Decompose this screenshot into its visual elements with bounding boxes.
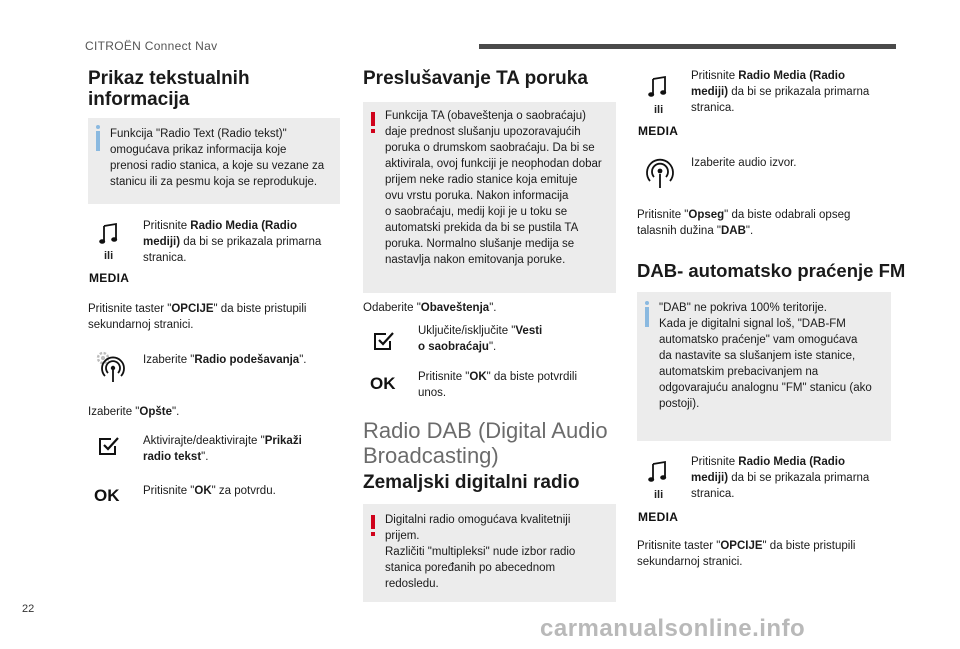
watermark: carmanualsonline.info xyxy=(540,615,806,642)
page-number: 22 xyxy=(22,603,35,615)
info-note-text: Funkcija "Radio Text (Radio tekst)" omogućava prikaz informacija koje prenosi radio stanica, a koje su vezane za stanicu ili za pesmu koja se reprodukuje. xyxy=(110,128,325,188)
music-note-icon xyxy=(648,75,668,99)
ili-label: ili xyxy=(654,489,664,501)
section-title-dab-fm: DAB- automatsko praćenje FM xyxy=(637,260,906,281)
instruction-press-radio-media: Pritisnite Radio Media (Radio mediji) da bi se prikazala primarna stranica. xyxy=(691,70,870,114)
instruction-toggle-radio-text: Aktivirajte/deaktivirajte "Prikaži radio tekst". xyxy=(143,435,302,463)
warning-note-digital-radio xyxy=(363,504,616,602)
instruction-select-source: Izaberite audio izvor. xyxy=(691,157,797,169)
warning-note-ta xyxy=(363,102,616,293)
ok-icon: OK xyxy=(370,374,396,393)
media-button-label: MEDIA xyxy=(638,124,679,138)
warning-icon xyxy=(371,515,375,529)
header-brand: CITROËN Connect Nav xyxy=(85,39,218,53)
section-title-text-info: Prikaz tekstualnih informacija xyxy=(88,68,250,110)
section-title-terrestrial: Zemaljski digitalni radio xyxy=(363,472,580,493)
section-title-ta: Preslušavanje TA poruka xyxy=(363,68,588,89)
music-note-icon xyxy=(648,460,668,484)
instruction-band-dab: Pritisnite "Opseg" da biste odabrali opseg talasnih dužina "DAB". xyxy=(637,209,851,237)
instruction-toggle-traffic-news: Uključite/isključite "Vesti o saobraćaju". xyxy=(418,325,543,353)
instruction-radio-settings: Izaberite "Radio podešavanja". xyxy=(143,354,307,366)
instruction-confirm: Pritisnite "OK" za potvrdu. xyxy=(143,485,276,497)
instruction-press-radio-media-2: Pritisnite Radio Media (Radio mediji) da bi se prikazala primarna stranica. xyxy=(691,456,870,500)
checkbox-icon xyxy=(98,436,120,456)
instruction-general: Izaberite "Opšte". xyxy=(88,406,180,418)
info-note-dab-fm xyxy=(637,292,891,441)
checkbox-icon xyxy=(373,331,395,351)
instruction-press-options: Pritisnite taster "OPCIJE" da biste pristupili sekundarnoj stranici. xyxy=(88,303,307,331)
ili-label: ili xyxy=(104,250,114,262)
instruction-press-radio-media: Pritisnite Radio Media (Radio mediji) da bi se prikazala primarna stranica. xyxy=(143,220,322,264)
info-icon xyxy=(96,131,100,151)
radio-source-icon xyxy=(643,157,677,191)
warning-icon xyxy=(371,112,375,126)
radio-settings-icon xyxy=(93,349,127,383)
header-bar xyxy=(479,44,896,49)
ili-label: ili xyxy=(654,104,664,116)
instruction-confirm-entry: Pritisnite "OK" da biste potvrdili unos. xyxy=(418,371,578,399)
music-note-icon xyxy=(99,222,119,246)
info-note-radio-text xyxy=(88,118,340,204)
media-button-label: MEDIA xyxy=(638,510,679,524)
warning-note-text: Digitalni radio omogućava kvalitetniji prijem. Različiti "multipleksi" nude izbor radio stanica poređanih po abecednom redosledu. xyxy=(385,514,576,590)
section-title-dab: Radio DAB (Digital Audio Broadcasting) xyxy=(363,418,608,468)
instruction-press-options: Pritisnite taster "OPCIJE" da biste pristupili sekundarnoj stranici. xyxy=(637,540,856,568)
media-button-label: MEDIA xyxy=(89,271,130,285)
info-note-text: "DAB" ne pokriva 100% teritorije. Kada je digitalni signal loš, "DAB-FM automatsko praćenje" vam omogućava da nastavite sa slušanjem iste stanice, automatskim prebacivanjem na odgovarajuću analognu "FM" stanicu (ako postoji). xyxy=(659,302,872,410)
info-icon xyxy=(645,307,649,327)
ok-icon: OK xyxy=(94,486,120,505)
warning-note-text: Funkcija TA (obaveštenja o saobraćaju) daje prednost slušanju upozoravajućih poruka o drumskom saobraćaju. Da bi se aktivirala, ovoj funkciji je neophodan dobar prijem neke radio stanice koja emituje ovu vrstu poruka. Nakon informacija o saobraćaju, medij koji je u toku se automatski prekida da bi se pustila TA poruka. Normalno slušanje medija se nastavlja nakon emitovanja poruke. xyxy=(385,110,602,266)
instruction-select-notifications: Odaberite "Obaveštenja". xyxy=(363,302,497,314)
